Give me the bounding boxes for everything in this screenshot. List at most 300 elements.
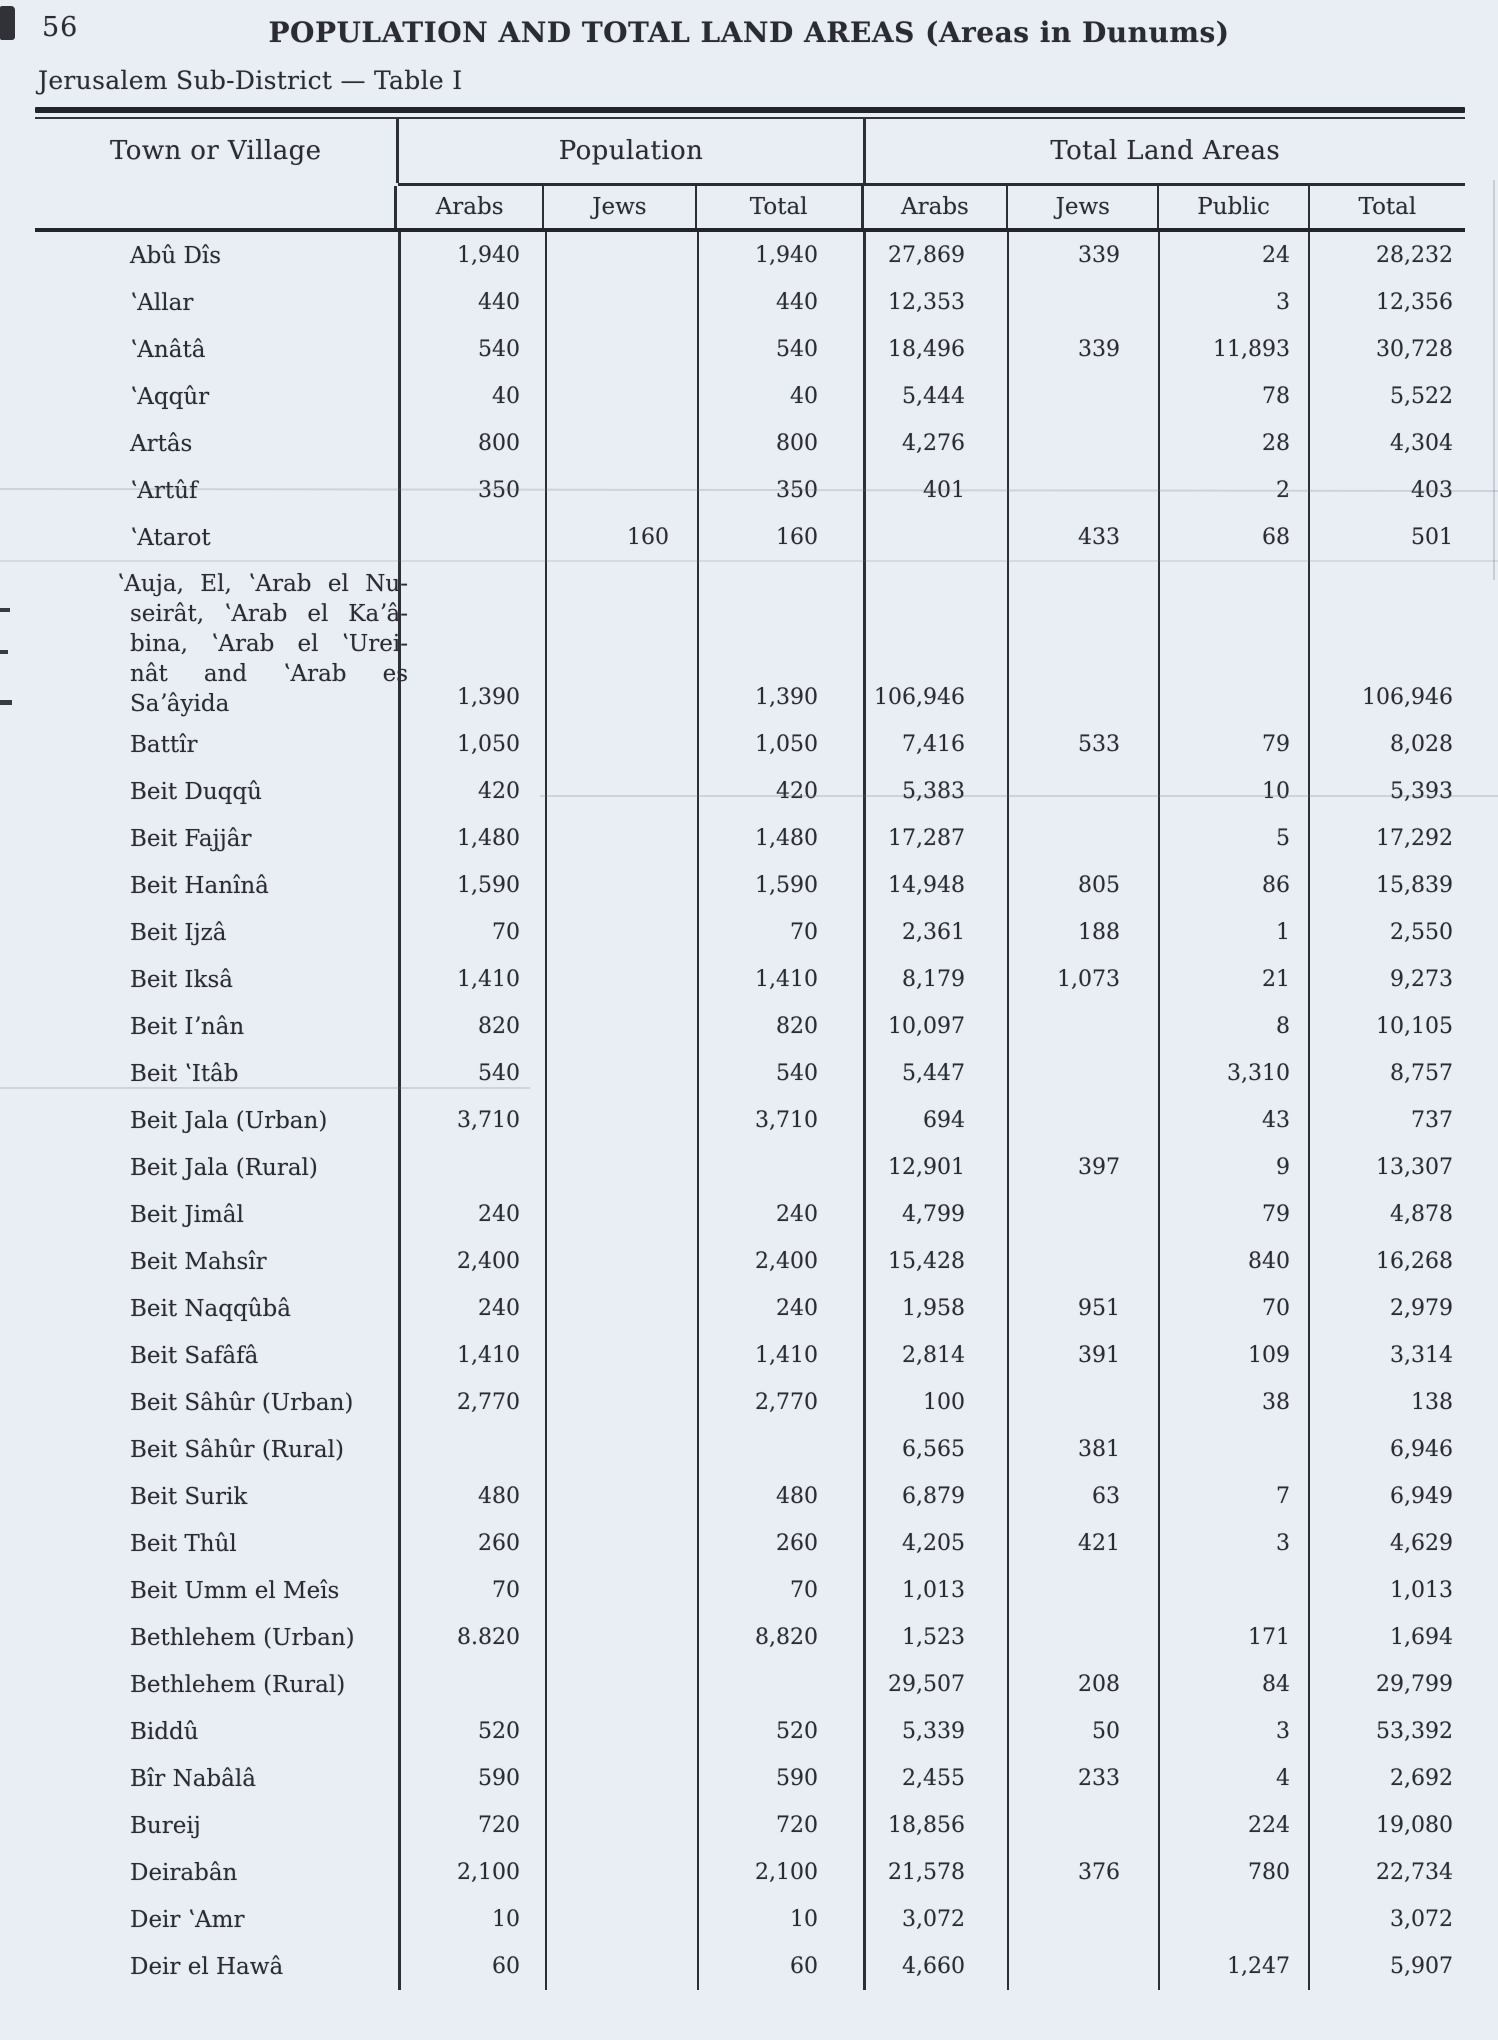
population-jews-cell <box>545 1003 697 1050</box>
town-name: Deirabân <box>130 1859 238 1886</box>
population-jews-cell <box>545 373 697 420</box>
population-jews-cell <box>545 1755 697 1802</box>
table-row <box>35 1379 1465 1426</box>
land-public-cell: 43 <box>1158 1097 1308 1144</box>
land-total-cell: 8,028 <box>1308 721 1465 768</box>
population-total-cell: 1,410 <box>697 956 863 1003</box>
population-total-cell: 60 <box>697 1943 863 1990</box>
table-row <box>35 279 1465 326</box>
town-name: Beit Thûl <box>130 1530 237 1557</box>
town-name: Battîr <box>130 731 198 758</box>
town-name-lines: ʽAuja, El, ʽArab el Nu- seirât, ʽArab el Kaʼâ- bina, ʽArab el ʽUrei- nât and ʽArab es Saʼâyida <box>117 571 408 717</box>
population-total-cell: 350 <box>697 467 863 514</box>
land-arabs-cell: 4,205 <box>863 1520 1007 1567</box>
land-total-cell: 1,694 <box>1308 1614 1465 1661</box>
population-total-cell: 720 <box>697 1802 863 1849</box>
land-public-cell: 3 <box>1158 1708 1308 1755</box>
land-jews-cell <box>1007 815 1158 862</box>
page-title: POPULATION AND TOTAL LAND AREAS (Areas in Dunums) <box>268 16 1230 49</box>
population-arabs-cell <box>398 514 545 561</box>
land-jews-cell: 397 <box>1007 1144 1158 1191</box>
town-name: ʽAqqûr <box>130 383 210 410</box>
land-jews-cell <box>1007 768 1158 815</box>
population-total-cell: 1,590 <box>697 862 863 909</box>
population-arabs-cell: 60 <box>398 1943 545 1990</box>
population-arabs-cell: 3,710 <box>398 1097 545 1144</box>
land-arabs-cell: 10,097 <box>863 1003 1007 1050</box>
population-arabs-cell: 260 <box>398 1520 545 1567</box>
land-arabs-cell: 3,072 <box>863 1896 1007 1943</box>
population-total-cell: 3,710 <box>697 1097 863 1144</box>
land-arabs-cell: 2,814 <box>863 1332 1007 1379</box>
land-public-cell: 9 <box>1158 1144 1308 1191</box>
land-public-cell: 86 <box>1158 862 1308 909</box>
population-arabs-cell: 2,400 <box>398 1238 545 1285</box>
population-jews-cell <box>545 279 697 326</box>
land-public-cell: 1,247 <box>1158 1943 1308 1990</box>
page-subtitle: Jerusalem Sub-District — Table I <box>38 66 463 95</box>
subheader-land-arabs: Arabs <box>861 186 1006 228</box>
land-jews-cell <box>1007 1896 1158 1943</box>
land-public-cell: 2 <box>1158 467 1308 514</box>
land-total-cell: 5,393 <box>1308 768 1465 815</box>
land-arabs-cell: 14,948 <box>863 862 1007 909</box>
population-total-cell: 480 <box>697 1473 863 1520</box>
table-row <box>35 956 1465 1003</box>
page-number: 56 <box>42 12 79 43</box>
town-name: Beit Sâhûr (Rural) <box>130 1436 344 1463</box>
town-name: Beit Hanînâ <box>130 872 269 899</box>
land-jews-cell: 339 <box>1007 232 1158 279</box>
land-jews-cell: 233 <box>1007 1755 1158 1802</box>
table-row <box>35 815 1465 862</box>
town-name: Beit Ijzâ <box>130 919 227 946</box>
table-row <box>35 1473 1465 1520</box>
population-total-cell: 1,410 <box>697 1332 863 1379</box>
land-arabs-cell: 15,428 <box>863 1238 1007 1285</box>
land-jews-cell: 533 <box>1007 721 1158 768</box>
population-arabs-cell <box>398 1661 545 1708</box>
table-row <box>35 1144 1465 1191</box>
population-arabs-cell: 1,410 <box>398 1332 545 1379</box>
column-header-town: Town or Village <box>110 136 322 166</box>
town-name: Beit Sâhûr (Urban) <box>130 1389 354 1416</box>
town-name: Bethlehem (Urban) <box>130 1624 355 1651</box>
subheader-pop-jews: Jews <box>542 186 694 228</box>
population-jews-cell <box>545 1144 697 1191</box>
land-total-cell: 6,946 <box>1308 1426 1465 1473</box>
scan-edge-mark <box>0 608 10 612</box>
land-total-cell: 2,692 <box>1308 1755 1465 1802</box>
land-arabs-cell: 106,946 <box>863 561 1007 721</box>
land-total-cell: 2,979 <box>1308 1285 1465 1332</box>
land-jews-cell <box>1007 373 1158 420</box>
population-arabs-cell: 1,410 <box>398 956 545 1003</box>
table-subheader-row <box>35 186 1465 228</box>
town-name: Beit Iʼnân <box>130 1013 245 1040</box>
land-jews-cell <box>1007 420 1158 467</box>
table-row <box>35 326 1465 373</box>
land-jews-cell <box>1007 1567 1158 1614</box>
land-public-cell: 4 <box>1158 1755 1308 1802</box>
population-jews-cell <box>545 232 697 279</box>
population-jews-cell <box>545 1520 697 1567</box>
population-arabs-cell: 800 <box>398 420 545 467</box>
population-total-cell: 70 <box>697 909 863 956</box>
table-row <box>35 1097 1465 1144</box>
population-total-cell: 540 <box>697 326 863 373</box>
land-total-cell: 16,268 <box>1308 1238 1465 1285</box>
table-row <box>35 1003 1465 1050</box>
land-arabs-cell: 1,013 <box>863 1567 1007 1614</box>
population-arabs-cell: 10 <box>398 1896 545 1943</box>
land-public-cell <box>1158 1896 1308 1943</box>
table-row <box>35 1567 1465 1614</box>
population-jews-cell <box>545 1567 697 1614</box>
land-arabs-cell: 100 <box>863 1379 1007 1426</box>
land-arabs-cell: 18,496 <box>863 326 1007 373</box>
population-arabs-cell: 520 <box>398 1708 545 1755</box>
land-arabs-cell: 6,565 <box>863 1426 1007 1473</box>
population-total-cell: 540 <box>697 1050 863 1097</box>
population-jews-cell <box>545 1332 697 1379</box>
land-jews-cell: 63 <box>1007 1473 1158 1520</box>
population-total-cell: 420 <box>697 768 863 815</box>
land-arabs-cell <box>863 514 1007 561</box>
population-jews-cell <box>545 1285 697 1332</box>
population-arabs-cell: 440 <box>398 279 545 326</box>
land-total-cell: 737 <box>1308 1097 1465 1144</box>
land-arabs-cell: 5,383 <box>863 768 1007 815</box>
population-total-cell: 160 <box>697 514 863 561</box>
population-total-cell: 2,770 <box>697 1379 863 1426</box>
town-name: Beit ʽItâb <box>130 1060 239 1087</box>
table-row <box>35 561 1465 721</box>
land-public-cell: 3 <box>1158 279 1308 326</box>
table-top-rule-thick <box>35 107 1465 113</box>
land-jews-cell <box>1007 561 1158 721</box>
population-jews-cell <box>545 1802 697 1849</box>
table-row <box>35 1849 1465 1896</box>
population-jews-cell <box>545 909 697 956</box>
column-group-population: Population <box>396 119 862 183</box>
land-public-cell: 5 <box>1158 815 1308 862</box>
land-arabs-cell: 2,455 <box>863 1755 1007 1802</box>
population-jews-cell <box>545 1896 697 1943</box>
land-total-cell: 138 <box>1308 1379 1465 1426</box>
land-public-cell: 28 <box>1158 420 1308 467</box>
population-arabs-cell: 1,050 <box>398 721 545 768</box>
scan-page-edge-shadow <box>1493 180 1495 580</box>
population-arabs-cell: 2,770 <box>398 1379 545 1426</box>
population-total-cell: 820 <box>697 1003 863 1050</box>
land-arabs-cell: 4,799 <box>863 1191 1007 1238</box>
table-row <box>35 1520 1465 1567</box>
land-arabs-cell: 5,339 <box>863 1708 1007 1755</box>
land-arabs-cell: 694 <box>863 1097 1007 1144</box>
population-total-cell: 70 <box>697 1567 863 1614</box>
population-jews-cell <box>545 1097 697 1144</box>
land-arabs-cell: 5,447 <box>863 1050 1007 1097</box>
population-total-cell: 240 <box>697 1191 863 1238</box>
land-total-cell: 8,757 <box>1308 1050 1465 1097</box>
population-jews-cell <box>545 1943 697 1990</box>
population-arabs-cell: 720 <box>398 1802 545 1849</box>
land-total-cell: 501 <box>1308 514 1465 561</box>
population-jews-cell <box>545 862 697 909</box>
land-public-cell: 79 <box>1158 721 1308 768</box>
land-jews-cell: 188 <box>1007 909 1158 956</box>
land-jews-cell: 805 <box>1007 862 1158 909</box>
town-name: Deir el Hawâ <box>130 1953 284 1980</box>
town-name: Bethlehem (Rural) <box>130 1671 346 1698</box>
town-name: Beit Jala (Rural) <box>130 1154 318 1181</box>
table-row <box>35 1661 1465 1708</box>
land-public-cell <box>1158 1426 1308 1473</box>
population-jews-cell <box>545 815 697 862</box>
land-jews-cell <box>1007 1802 1158 1849</box>
population-jews-cell <box>545 1238 697 1285</box>
land-arabs-cell: 6,879 <box>863 1473 1007 1520</box>
population-total-cell <box>697 1144 863 1191</box>
land-total-cell: 1,013 <box>1308 1567 1465 1614</box>
population-jews-cell <box>545 1708 697 1755</box>
subheader-pop-total: Total <box>695 186 861 228</box>
subheader-spacer <box>35 186 394 228</box>
land-total-cell: 15,839 <box>1308 862 1465 909</box>
land-total-cell: 13,307 <box>1308 1144 1465 1191</box>
land-total-cell: 403 <box>1308 467 1465 514</box>
population-arabs-cell: 350 <box>398 467 545 514</box>
population-jews-cell <box>545 1661 697 1708</box>
town-name: Biddû <box>130 1718 199 1745</box>
town-name <box>35 561 408 721</box>
land-public-cell: 38 <box>1158 1379 1308 1426</box>
population-total-cell: 8,820 <box>697 1614 863 1661</box>
land-total-cell: 29,799 <box>1308 1661 1465 1708</box>
land-jews-cell <box>1007 1238 1158 1285</box>
land-public-cell: 109 <box>1158 1332 1308 1379</box>
town-name: Beit Umm el Meîs <box>130 1577 340 1604</box>
table-row <box>35 232 1465 279</box>
table-row <box>35 768 1465 815</box>
table-row <box>35 467 1465 514</box>
land-jews-cell: 1,073 <box>1007 956 1158 1003</box>
population-total-cell: 590 <box>697 1755 863 1802</box>
subheader-pop-arabs: Arabs <box>394 186 542 228</box>
table-row <box>35 909 1465 956</box>
land-total-cell: 30,728 <box>1308 326 1465 373</box>
land-total-cell: 3,314 <box>1308 1332 1465 1379</box>
land-public-cell: 780 <box>1158 1849 1308 1896</box>
land-total-cell: 9,273 <box>1308 956 1465 1003</box>
land-jews-cell: 50 <box>1007 1708 1158 1755</box>
town-name: Abû Dîs <box>130 242 222 269</box>
town-name: Bureij <box>130 1812 201 1839</box>
town-name: Beit Duqqû <box>130 778 262 805</box>
land-jews-cell: 421 <box>1007 1520 1158 1567</box>
population-arabs-cell: 480 <box>398 1473 545 1520</box>
population-total-cell: 2,100 <box>697 1849 863 1896</box>
population-total-cell: 1,480 <box>697 815 863 862</box>
scan-edge-mark <box>0 650 8 654</box>
land-arabs-cell: 1,958 <box>863 1285 1007 1332</box>
land-jews-cell <box>1007 1943 1158 1990</box>
table-row <box>35 1238 1465 1285</box>
land-arabs-cell: 2,361 <box>863 909 1007 956</box>
table-row <box>35 862 1465 909</box>
subheader-land-total: Total <box>1308 186 1465 228</box>
land-public-cell: 84 <box>1158 1661 1308 1708</box>
land-jews-cell: 951 <box>1007 1285 1158 1332</box>
population-jews-cell <box>545 1426 697 1473</box>
population-arabs-cell: 1,390 <box>398 561 545 721</box>
town-name: ʽAllar <box>130 289 194 316</box>
town-name: Beit Surik <box>130 1483 248 1510</box>
population-arabs-cell: 1,480 <box>398 815 545 862</box>
land-public-cell: 10 <box>1158 768 1308 815</box>
population-arabs-cell: 240 <box>398 1191 545 1238</box>
land-arabs-cell: 4,660 <box>863 1943 1007 1990</box>
subheader-land-public: Public <box>1157 186 1307 228</box>
population-jews-cell <box>545 467 697 514</box>
land-arabs-cell: 29,507 <box>863 1661 1007 1708</box>
population-arabs-cell: 8.820 <box>398 1614 545 1661</box>
population-arabs-cell: 2,100 <box>398 1849 545 1896</box>
population-jews-cell <box>545 326 697 373</box>
land-arabs-cell: 17,287 <box>863 815 1007 862</box>
population-total-cell: 1,940 <box>697 232 863 279</box>
population-arabs-cell: 590 <box>398 1755 545 1802</box>
land-jews-cell <box>1007 1191 1158 1238</box>
population-jews-cell <box>545 420 697 467</box>
table-row <box>35 1191 1465 1238</box>
land-arabs-cell: 8,179 <box>863 956 1007 1003</box>
table-row <box>35 1802 1465 1849</box>
population-total-cell: 240 <box>697 1285 863 1332</box>
population-jews-cell <box>545 1379 697 1426</box>
population-jews-cell <box>545 1191 697 1238</box>
table-row <box>35 721 1465 768</box>
table-row <box>35 373 1465 420</box>
table-row <box>35 1708 1465 1755</box>
population-land-table <box>35 107 1465 1990</box>
land-jews-cell: 381 <box>1007 1426 1158 1473</box>
population-arabs-cell: 40 <box>398 373 545 420</box>
table-row <box>35 1426 1465 1473</box>
land-public-cell: 1 <box>1158 909 1308 956</box>
population-jews-cell <box>545 768 697 815</box>
population-jews-cell <box>545 1050 697 1097</box>
population-total-cell: 440 <box>697 279 863 326</box>
column-group-land-areas: Total Land Areas <box>863 119 1465 183</box>
population-jews-cell <box>545 1849 697 1896</box>
population-arabs-cell <box>398 1426 545 1473</box>
population-arabs-cell: 540 <box>398 1050 545 1097</box>
land-public-cell: 78 <box>1158 373 1308 420</box>
table-row <box>35 1050 1465 1097</box>
land-arabs-cell: 401 <box>863 467 1007 514</box>
land-public-cell: 224 <box>1158 1802 1308 1849</box>
land-jews-cell <box>1007 1003 1158 1050</box>
table-row <box>35 1614 1465 1661</box>
land-total-cell: 4,878 <box>1308 1191 1465 1238</box>
land-jews-cell: 339 <box>1007 326 1158 373</box>
population-arabs-cell: 540 <box>398 326 545 373</box>
population-arabs-cell: 70 <box>398 909 545 956</box>
town-name: Beit Iksâ <box>130 966 233 993</box>
land-jews-cell: 376 <box>1007 1849 1158 1896</box>
population-total-cell: 1,050 <box>697 721 863 768</box>
table-row <box>35 1896 1465 1943</box>
town-name: ʽAnâtâ <box>130 336 206 363</box>
table-body <box>35 232 1465 1990</box>
town-name: Beit Mahsîr <box>130 1248 267 1275</box>
land-jews-cell <box>1007 279 1158 326</box>
population-jews-cell <box>545 561 697 721</box>
land-public-cell: 8 <box>1158 1003 1308 1050</box>
population-total-cell: 1,390 <box>697 561 863 721</box>
scan-edge-mark <box>0 700 12 705</box>
land-public-cell: 79 <box>1158 1191 1308 1238</box>
town-name: Bîr Nabâlâ <box>130 1765 256 1792</box>
land-public-cell: 68 <box>1158 514 1308 561</box>
town-name: Artâs <box>130 430 193 457</box>
land-public-cell: 24 <box>1158 232 1308 279</box>
town-name: Beit Jimâl <box>130 1201 244 1228</box>
subheader-land-jews: Jews <box>1006 186 1157 228</box>
town-name: ʽAtarot <box>130 524 211 551</box>
town-name: Beit Jala (Urban) <box>130 1107 328 1134</box>
land-public-cell: 3,310 <box>1158 1050 1308 1097</box>
land-jews-cell: 433 <box>1007 514 1158 561</box>
population-total-cell: 10 <box>697 1896 863 1943</box>
land-public-cell: 171 <box>1158 1614 1308 1661</box>
land-jews-cell <box>1007 467 1158 514</box>
land-total-cell: 5,522 <box>1308 373 1465 420</box>
town-name: Beit Fajjâr <box>130 825 252 852</box>
population-total-cell: 40 <box>697 373 863 420</box>
land-total-cell: 22,734 <box>1308 1849 1465 1896</box>
population-jews-cell <box>545 1473 697 1520</box>
land-public-cell: 11,893 <box>1158 326 1308 373</box>
population-arabs-cell: 70 <box>398 1567 545 1614</box>
land-total-cell: 4,629 <box>1308 1520 1465 1567</box>
population-total-cell <box>697 1661 863 1708</box>
land-total-cell: 19,080 <box>1308 1802 1465 1849</box>
land-total-cell: 6,949 <box>1308 1473 1465 1520</box>
land-jews-cell: 208 <box>1007 1661 1158 1708</box>
land-jews-cell <box>1007 1050 1158 1097</box>
town-name: ʽArtûf <box>130 477 198 504</box>
population-arabs-cell: 420 <box>398 768 545 815</box>
town-name: Deir ʽAmr <box>130 1906 245 1933</box>
town-name: Beit Naqqûbâ <box>130 1295 291 1322</box>
population-arabs-cell <box>398 1144 545 1191</box>
town-name: Beit Safâfâ <box>130 1342 259 1369</box>
land-arabs-cell: 27,869 <box>863 232 1007 279</box>
land-public-cell: 21 <box>1158 956 1308 1003</box>
land-total-cell: 10,105 <box>1308 1003 1465 1050</box>
table-row <box>35 1285 1465 1332</box>
population-arabs-cell: 240 <box>398 1285 545 1332</box>
land-public-cell: 70 <box>1158 1285 1308 1332</box>
table-row <box>35 514 1465 561</box>
land-public-cell <box>1158 1567 1308 1614</box>
land-jews-cell <box>1007 1379 1158 1426</box>
population-total-cell: 800 <box>697 420 863 467</box>
population-total-cell: 260 <box>697 1520 863 1567</box>
